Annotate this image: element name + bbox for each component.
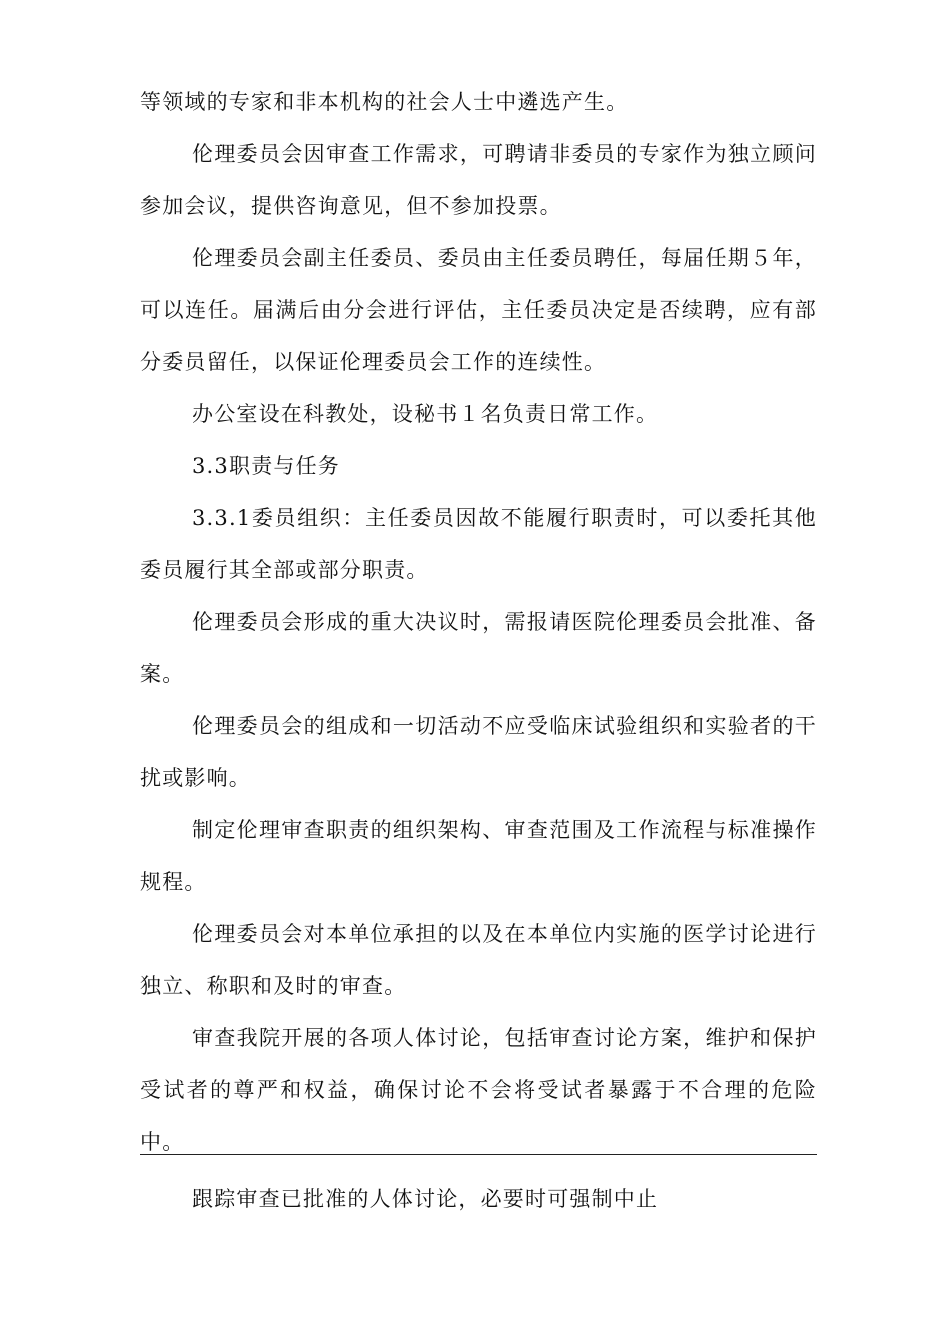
paragraph-human-research-review: 审查我院开展的各项人体讨论，包括审查讨论方案，维护和保护受试者的尊严和权益，确保讨论不会将受试者暴露于不合理的危险中。 [140, 1026, 817, 1154]
paragraph-independent-consultant: 伦理委员会因审查工作需求，可聘请非委员的专家作为独立顾问参加会议，提供咨询意见，但不参加投票。 [140, 142, 817, 218]
paragraph-continuation: 等领域的专家和非本机构的社会人士中遴选产生。 [140, 90, 629, 114]
section-heading-duties: 3.3职责与任务 [192, 454, 340, 478]
footer-block [140, 1173, 817, 1225]
paragraph-procedures: 制定伦理审查职责的组织架构、审查范围及工作流程与标准操作规程。 [140, 818, 817, 894]
footnote-divider [140, 1154, 817, 1155]
document-body [140, 76, 817, 1168]
paragraph-member-organization: 3.3.1委员组织：主任委员因故不能履行职责时，可以委托其他委员履行其全部或部分职责。 [140, 506, 817, 582]
paragraph-office-secretary: 办公室设在科教处，设秘书１名负责日常工作。 [192, 402, 659, 426]
paragraph-follow-up-review: 跟踪审查已批准的人体讨论，必要时可强制中止 [192, 1187, 659, 1211]
paragraph-review-scope: 伦理委员会对本单位承担的以及在本单位内实施的医学讨论进行独立、称职和及时的审查。 [140, 922, 817, 998]
paragraph-major-resolutions: 伦理委员会形成的重大决议时，需报请医院伦理委员会批准、备案。 [140, 610, 817, 686]
paragraph-independence: 伦理委员会的组成和一切活动不应受临床试验组织和实验者的干扰或影响。 [140, 714, 817, 790]
paragraph-term-of-office: 伦理委员会副主任委员、委员由主任委员聘任，每届任期５年，可以连任。届满后由分会进行评估，主任委员决定是否续聘，应有部分委员留任，以保证伦理委员会工作的连续性。 [140, 246, 817, 374]
